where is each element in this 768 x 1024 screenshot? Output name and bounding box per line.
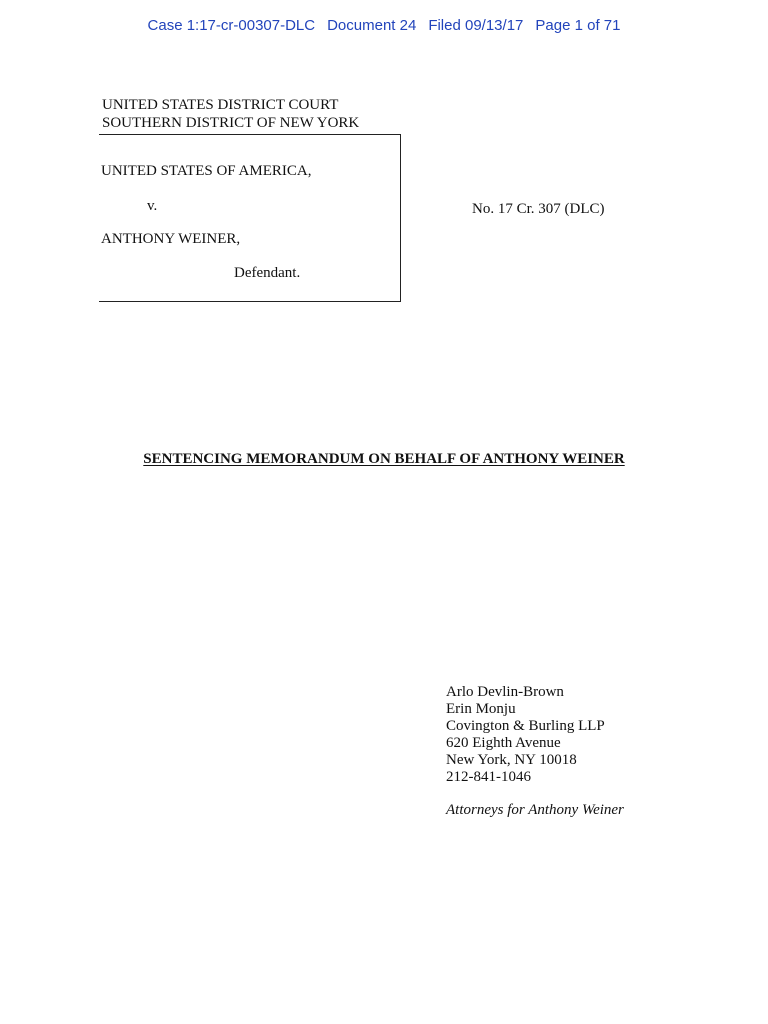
firm-street-address: 620 Eighth Avenue: [446, 735, 561, 751]
caption-versus: v.: [147, 198, 158, 214]
ecf-case-number: Case 1:17-cr-00307-DLC: [147, 17, 316, 34]
caption-defendant: ANTHONY WEINER,: [101, 231, 241, 247]
attorney-name-2: Erin Monju: [446, 701, 516, 717]
ecf-filed-date: Filed 09/13/17: [428, 17, 524, 34]
caption-plaintiff: UNITED STATES OF AMERICA,: [101, 163, 312, 179]
ecf-page-count: Page 1 of 71: [535, 17, 621, 34]
firm-city-state-zip: New York, NY 10018: [446, 752, 577, 768]
ecf-filing-header: [0, 17, 768, 34]
attorney-signature-block: [446, 684, 624, 819]
attorney-name-1: Arlo Devlin-Brown: [446, 684, 564, 700]
court-name-line-1: UNITED STATES DISTRICT COURT: [102, 97, 339, 113]
firm-phone-number: 212-841-1046: [446, 769, 531, 785]
court-name: [102, 96, 359, 132]
case-number: No. 17 Cr. 307 (DLC): [472, 201, 605, 217]
caption-defendant-role: Defendant.: [234, 265, 301, 281]
case-caption-box: [99, 134, 401, 302]
ecf-document-number: Document 24: [327, 17, 417, 34]
law-firm-name: Covington & Burling LLP: [446, 718, 605, 734]
attorney-role: Attorneys for Anthony Weiner: [446, 802, 624, 818]
document-title: SENTENCING MEMORANDUM ON BEHALF OF ANTHONY WEINER: [143, 451, 625, 467]
court-name-line-2: SOUTHERN DISTRICT OF NEW YORK: [102, 115, 360, 131]
